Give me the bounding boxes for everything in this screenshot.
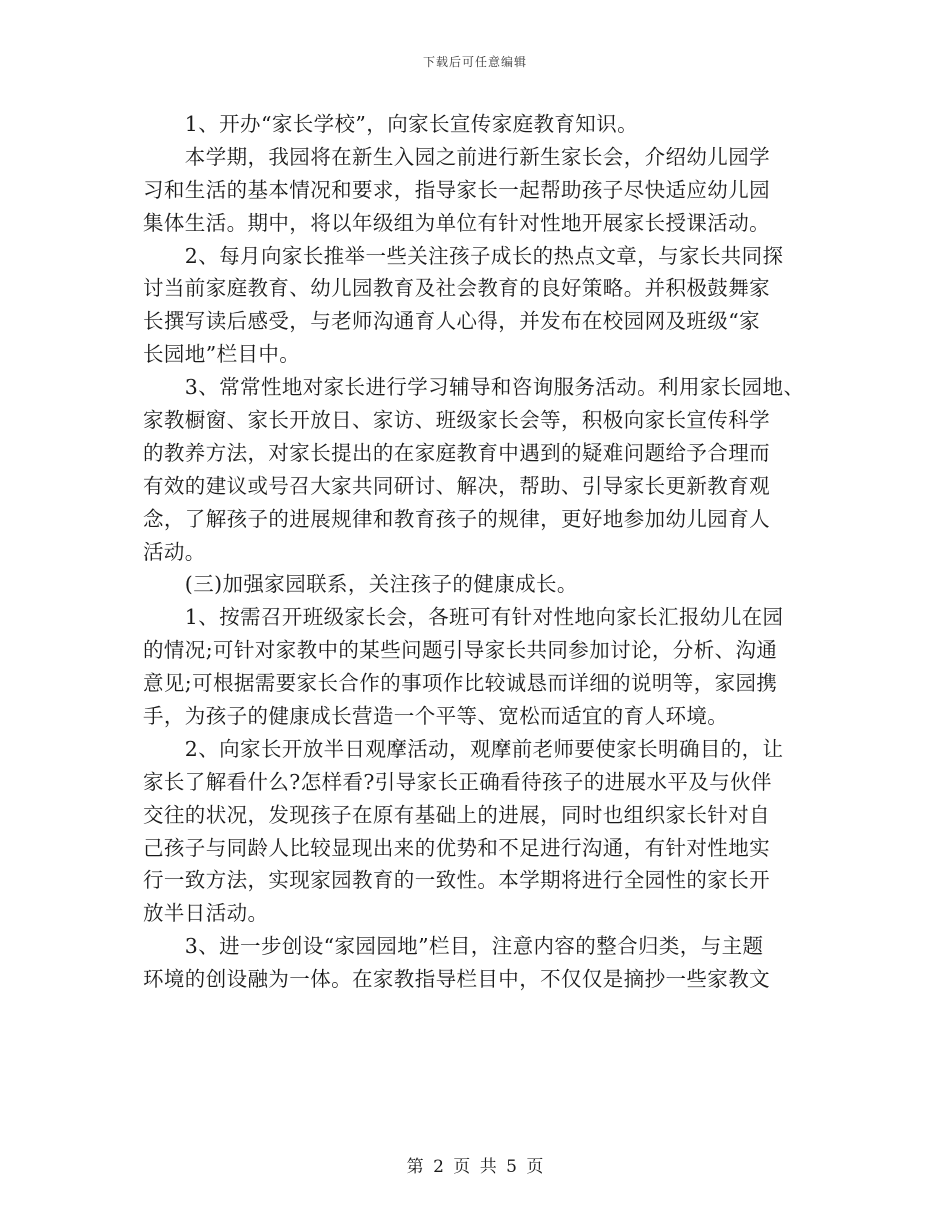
text-line: 环境的创设融为一体。在家教指导栏目中，不仅仅是摘抄一些家教文 (143, 967, 770, 992)
text-line: 家教橱窗、家长开放日、家访、班级家长会等，积极向家长宣传科学 (143, 408, 770, 433)
text-line: 有效的建议或号召大家共同研讨、解决，帮助、引导家长更新教育观 (143, 473, 770, 498)
text-line: 的教养方法，对家长提出的在家庭教育中遇到的疑难问题给予合理而 (143, 440, 770, 465)
text-line: 2、每月向家长推举一些关注孩子成长的热点文章，与家长共同探 (143, 243, 784, 268)
text-line: 放半日活动。 (143, 901, 269, 926)
text-line: 手，为孩子的健康成长营造一个平等、宽松而适宜的育人环境。 (143, 704, 729, 729)
text-line: 本学期，我园将在新生入园之前进行新生家长会，介绍幼儿园学 (143, 144, 770, 169)
text-line: 长撰写读后感受，与老师沟通育人心得，并发布在校园网及班级“家 (143, 309, 760, 334)
document-body (143, 108, 803, 996)
text-line: 3、常常性地对家长进行学习辅导和咨询服务活动。利用家长园地、 (143, 375, 805, 400)
text-line: 交往的状况，发现孩子在原有基础上的进展，同时也组织家长针对自 (143, 802, 770, 827)
text-line: 家长了解看什么?怎样看?引导家长正确看待孩子的进展水平及与伙伴 (143, 769, 772, 794)
text-line: 长园地”栏目中。 (143, 342, 301, 367)
text-line: 意见;可根据需要家长合作的事项作比较诚恳而详细的说明等，家园携 (143, 671, 778, 696)
text-line: 集体生活。期中，将以年级组为单位有针对性地开展家长授课活动。 (143, 210, 770, 235)
text-line: 讨当前家庭教育、幼儿园教育及社会教育的良好策略。并积极鼓舞家 (143, 276, 770, 301)
text-line: 习和生活的基本情况和要求，指导家长一起帮助孩子尽快适应幼儿园 (143, 177, 770, 202)
page-footer: 第 2 页 共 5 页 (406, 1157, 544, 1177)
text-line: 2、向家长开放半日观摩活动，观摩前老师要使家长明确目的，让 (143, 736, 784, 761)
text-line: 念，了解孩子的进展规律和教育孩子的规律，更好地参加幼儿园育人 (143, 506, 770, 531)
text-line: 3、进一步创设“家园园地”栏目，注意内容的整合归类，与主题 (143, 934, 764, 959)
text-line: 行一致方法，实现家园教育的一致性。本学期将进行全园性的家长开 (143, 868, 770, 893)
text-line: 己孩子与同龄人比较显现出来的优势和不足进行沟通，有针对性地实 (143, 835, 770, 860)
text-line: 1、开办“家长学校”，向家长宣传家庭教育知识。 (143, 112, 639, 136)
text-line: 的情况;可针对家教中的某些问题引导家长共同参加讨论，分析、沟通 (143, 638, 778, 663)
page-header: 下载后可任意编辑 (422, 55, 527, 69)
text-line: 1、按需召开班级家长会，各班可有针对性地向家长汇报幼儿在园 (143, 605, 784, 630)
section-heading: (三)加强家园联系，关注孩子的健康成长。 (143, 572, 578, 597)
text-line: 活动。 (143, 539, 206, 564)
